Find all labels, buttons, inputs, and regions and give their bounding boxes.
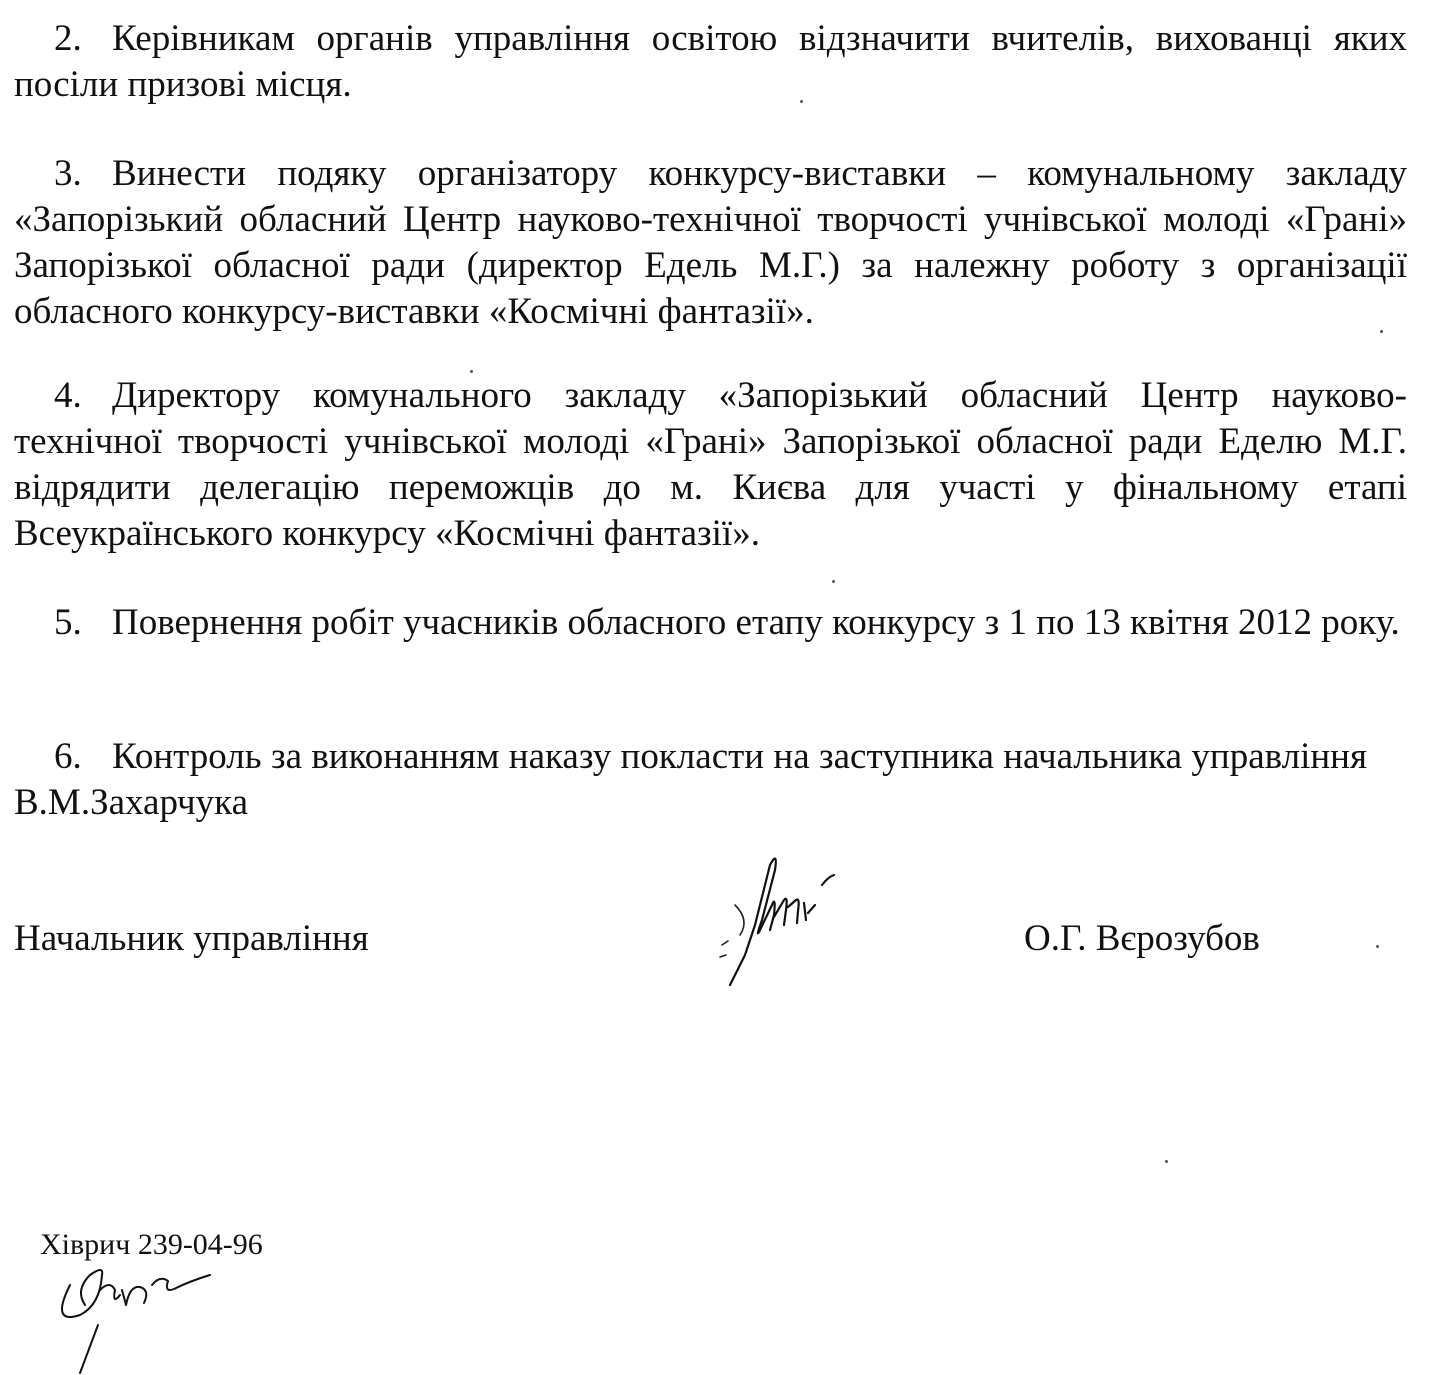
paragraph-3 [14,151,1407,335]
paragraph-number: 3. [54,153,82,194]
paragraph-text: Керівникам органів управління освітою відзначити вчителів, вихованці яких посіли призові місця. [14,18,1407,105]
paragraph-4 [14,373,1407,557]
executor-signature-image [40,1245,240,1375]
deputy-name: В.М.Захарчука [14,782,248,823]
signatory-name: О.Г. Вєрозубов [1024,918,1260,959]
scan-speck [832,580,835,583]
scan-speck [1380,330,1383,333]
paragraph-2 [14,16,1407,108]
paragraph-6 [14,734,1407,826]
signatory-title: Начальник управління [14,918,369,959]
paragraph-number: 2. [54,18,82,59]
paragraph-text: Винести подяку організатору конкурсу-виставки – комунальному закладу «Запорізький обласний Центр науково-технічної творчості учнівської молоді «Грані» Запорізької обласної ради (директор Едель М.Г.) за належну роботу з організації обласного конкурсу-виставки «Космічні фантазії». [14,153,1407,332]
paragraph-number: 6. [54,736,82,777]
scan-speck [800,100,803,103]
scan-speck [1376,945,1379,948]
paragraph-text: Контроль за виконанням наказу покласти на заступника начальника управління [112,736,1367,777]
executor-name: Хіврич [40,1228,131,1261]
paragraph-5 [14,600,1407,646]
scan-speck [1165,1160,1168,1163]
paragraph-text: Повернення робіт учасників обласного етапу конкурсу з 1 по 13 квітня 2012 року. [112,602,1400,643]
paragraph-number: 4. [54,375,82,416]
scan-speck [470,370,473,373]
paragraph-text: Директору комунального закладу «Запорізький обласний Центр науково-технічної творчості учнівської молоді «Грані» Запорізької обласної ради Еделю М.Г. відрядити делегацію переможців до м. Києва для участі у фінальному етапі Всеукраїнського конкурсу «Космічні фантазії». [14,375,1407,554]
signature-image [700,845,860,1005]
paragraph-number: 5. [54,602,82,643]
executor-phone: 239-04-96 [137,1228,263,1261]
